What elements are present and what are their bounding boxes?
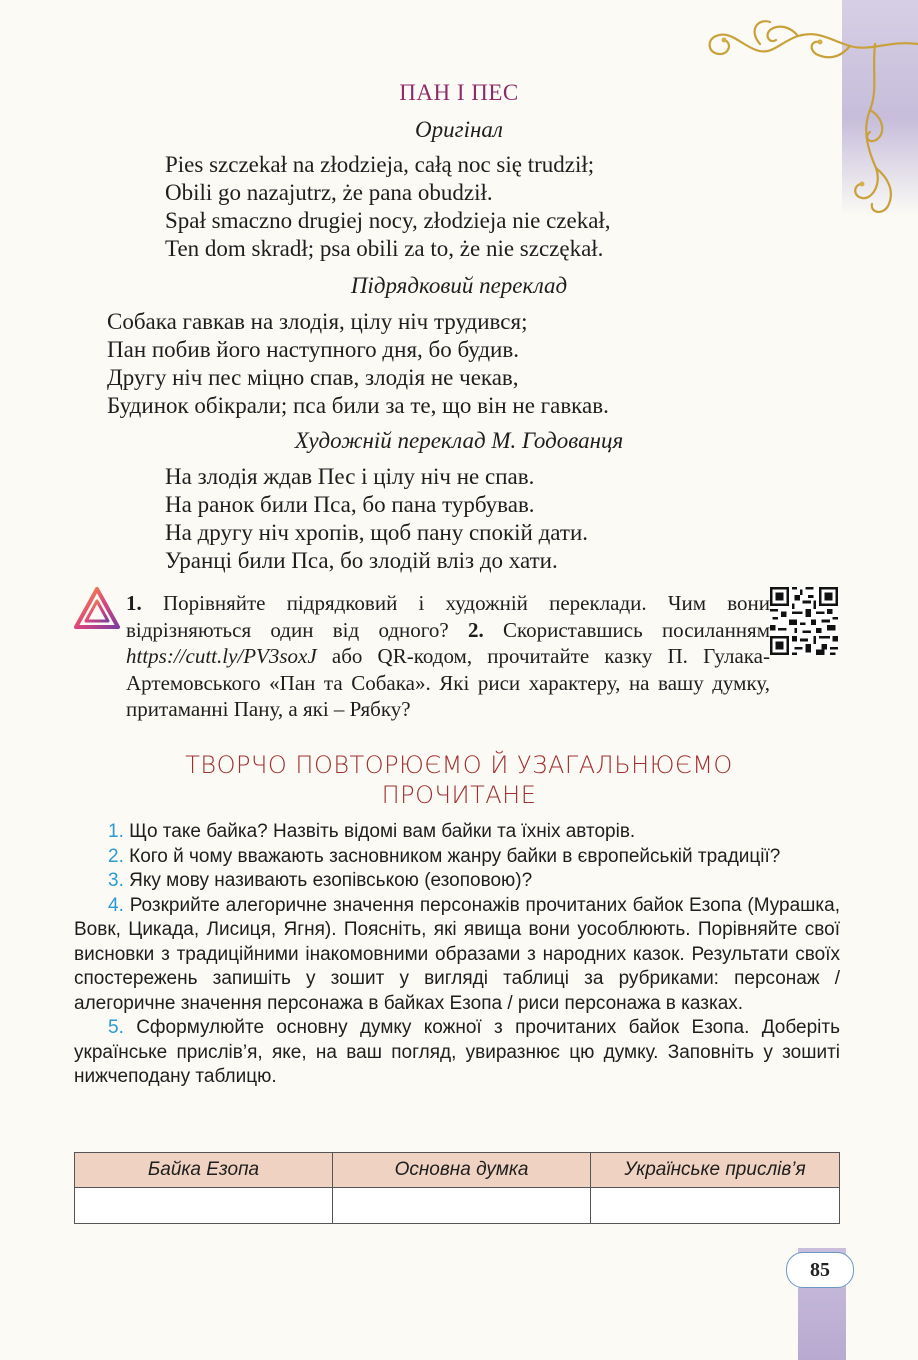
verse-line: Пан побив його наступного дня, бо будив. (107, 337, 519, 362)
interlinear-verse (107, 308, 609, 420)
task-text: Скориставшись посиланням (483, 617, 770, 642)
question-number: 5. (108, 1017, 124, 1038)
verse-line: На ранок били Пса, бо пана турбував. (165, 492, 535, 517)
table-header-main-idea: Основна думка (333, 1153, 591, 1188)
verse-line: Уранці били Пса, бо злодій вліз до хати. (165, 548, 558, 573)
task-text: Порівняйте підрядковий і художній переклади. Чим вони відрізняються один від одного? (126, 591, 770, 642)
question-number: 4. (108, 894, 124, 916)
table-header-fable: Байка Езопа (75, 1153, 333, 1188)
verse-line: Obili go nazajutrz, że pana obudził. (165, 180, 493, 205)
question-item (74, 869, 840, 894)
verse-line: Будинок обікрали; пса били за те, що він не гавкав. (107, 393, 609, 418)
task-block (74, 590, 840, 723)
section-title-line: ПРОЧИТАНЕ (381, 781, 537, 809)
question-text: Яку мову називають езопівською (езоповою)? (123, 870, 533, 891)
verse-line: Pies szczekał na złodzieja, całą noc się trudził; (165, 152, 595, 177)
verse-line: Ten dom skradł; psa obili za to, że nie szczękał. (165, 236, 604, 261)
question-item (74, 894, 840, 1017)
task-number: 1. (126, 591, 142, 615)
fable-table (74, 1152, 840, 1224)
task-number: 2. (467, 617, 484, 642)
question-item (74, 820, 840, 845)
table-cell (591, 1188, 840, 1224)
question-number: 1. (108, 821, 124, 842)
question-item (74, 845, 840, 870)
question-text: Кого й чому вважають засновником жанру байки в європейській традиції? (123, 845, 781, 867)
verse-line: Другу ніч пес міцно спав, злодія не чекав, (107, 365, 519, 390)
questions-list (74, 820, 840, 1090)
original-verse (165, 151, 611, 263)
question-number: 3. (108, 870, 124, 891)
section-title-line: ТВОРЧО ПОВТОРЮЄМО Й УЗАГАЛЬНЮЄМО (185, 751, 733, 779)
ornament-icon (700, 0, 918, 222)
table-cell (333, 1188, 591, 1224)
original-heading: Оригінал (415, 117, 503, 142)
question-text: Що таке байка? Назвіть відомі вам байки та їхніх авторів. (123, 821, 636, 842)
page-number: 85 (786, 1252, 854, 1288)
question-text: Розкрийте алегоричне значення персонажів прочитаних байок Езопа (Мурашка, Вовк, Цикада, Лисиця, Ягня). Поясніть, які явища вони уособлюють. Порівняйте свої висновки з традиційними інакомовними образами з народних казок. Результати своїх спостережень запишіть у зошит у вигляді таблиці за рубриками: персонаж / алегоричне значення персонажа в байках Езопа / риси персонажа в казках. (74, 894, 840, 1014)
question-number: 2. (108, 845, 124, 867)
verse-line: На другу ніч хропів, щоб пану спокій дати. (165, 520, 589, 545)
question-text: Сформулюйте основну думку кожної з прочитаних байок Езопа. Доберіть українське прислів’я, яке, на ваш погляд, увиразнює цю думку. Заповніть у зошиті нижчеподану таблицю. (74, 1017, 840, 1087)
task-link[interactable]: https://cutt.ly/PV3soxJ (126, 644, 317, 668)
section-title (0, 750, 918, 810)
interlinear-heading: Підрядковий переклад (350, 273, 568, 298)
question-item (74, 1016, 840, 1090)
poem-title: ПАН І ПЕС (399, 80, 519, 105)
table-row (75, 1188, 840, 1224)
table-header-row (75, 1153, 840, 1188)
verse-line: Spał smaczno drugiej nocy, złodzieja nie czekał, (165, 208, 611, 233)
table-cell (75, 1188, 333, 1224)
artistic-heading: Художній переклад М. Годованця (294, 428, 624, 453)
task-text: або QR-кодом, прочитайте казку П. Гулака-Артемовського «Пан та Собака». Які риси характеру, на вашу думку, притаманні Пану, а які – Рябку? (126, 644, 770, 721)
verse-line: Собака гавкав на злодія, цілу ніч трудився; (107, 309, 528, 334)
artistic-verse (165, 463, 588, 575)
verse-line: На злодія ждав Пес і цілу ніч не спав. (165, 464, 535, 489)
task-intro (74, 590, 840, 723)
table-header-proverb: Українське прислів’я (591, 1153, 840, 1188)
